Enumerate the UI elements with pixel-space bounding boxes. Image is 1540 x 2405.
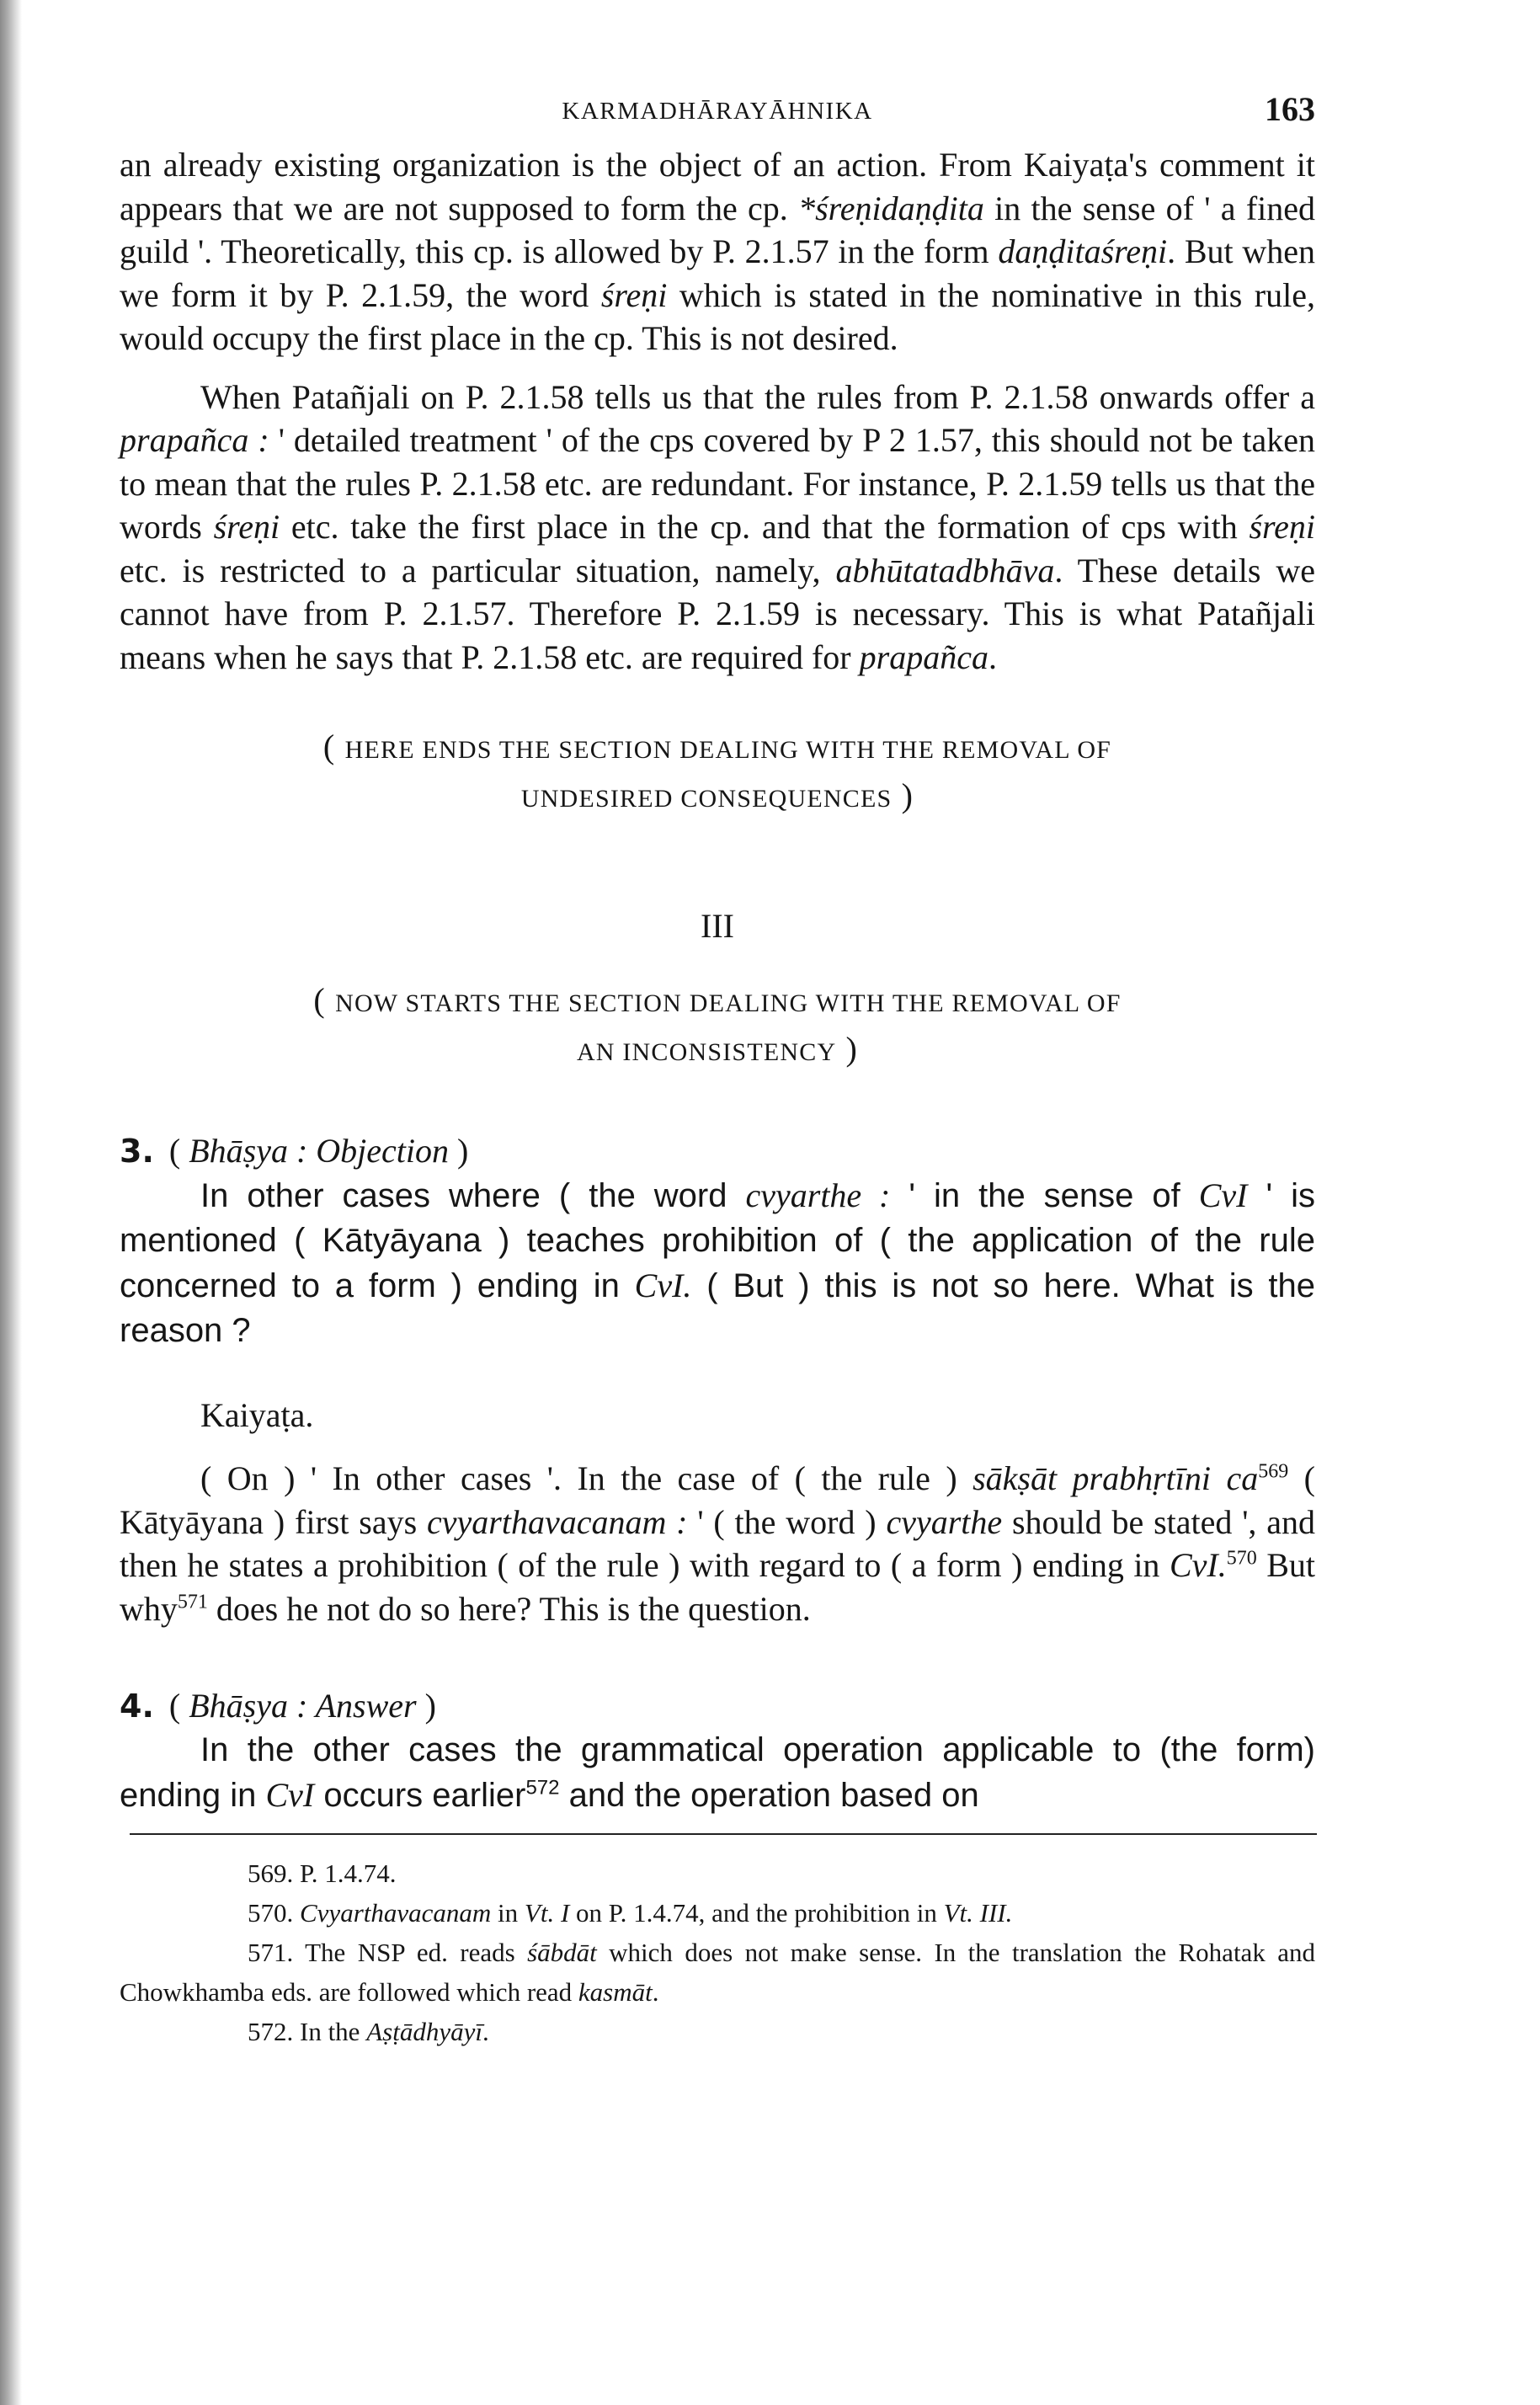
kaiyata-label: Kaiyaṭa. — [200, 1396, 314, 1434]
footnotes — [120, 1853, 1315, 2051]
item-4-heading: 4. ( Bhāṣya : Answer ) — [120, 1687, 436, 1725]
footnote-570: 570. Cvyarthavacanam in Vt. I on P. 1.4.74, and the prohibition in Vt. III. — [248, 1898, 1013, 1928]
page-header — [120, 84, 1315, 143]
item-3-heading: 3. ( Bhāṣya : Objection ) — [120, 1132, 469, 1170]
item-4-bhashya-text: In the other cases the grammatical operation applicable to (the form) ending in CvI occurs earlier$^{572}$ and the operation based on — [120, 1731, 1315, 1814]
item-3-number: 3. — [120, 1133, 154, 1170]
section-end-note: ( HERE ENDS THE SECTION DEALING WITH THE REMOVAL OF UNDESIRED CONSEQUENCES ) — [322, 728, 1112, 814]
footnote-571: 571. The NSP ed. reads śābdāt which does not make sense. In the translation the Rohatak and Chowkhamba eds. are followed which read kasmāt. — [120, 1938, 1315, 2007]
footnote-569: 569. P. 1.4.74. — [248, 1858, 397, 1888]
running-head: KARMADHĀRAYĀHNIKA — [562, 98, 873, 125]
book-page — [120, 84, 1315, 2051]
page-number: 163 — [1265, 90, 1315, 128]
patanjali-paragraph: When Patañjali on P. 2.1.58 tells us that the rules from P. 2.1.58 onwards offer a prapañca : ' detailed treatment ' of the cps covered by P 2 1.57, this should not be taken to mean that the rules P. 2.1.58 etc. are redundant. For instance, P. 2.1.59 tells us that the words śreṇi etc. take the first place in the cp. and that the formation of cps with śreṇi etc. is restricted to a particular situation, namely, abhūtatadbhāva. These details we cannot have from P. 2.1.57. Therefore P. 2.1.59 is necessary. This is what Patañjali means when he says that P. 2.1.58 etc. are required for prapañca. — [120, 377, 1315, 676]
footnote-572: 572. In the Aṣṭādhyāyī. — [248, 2017, 489, 2046]
item-3-bhashya-text: In other cases where ( the word cvyarthe : ' in the sense of CvI ' is mentioned ( Kātyāyana ) teaches prohibition of ( the application of the rule concerned to a form ) ending in CvI. ( But ) this is not so here. What is the reason ? — [120, 1176, 1316, 1349]
footnote-rule — [130, 1833, 1317, 1835]
item-4-number: 4. — [120, 1688, 154, 1725]
section-start-note: ( NOW STARTS THE SECTION DEALING WITH THE REMOVAL OF AN INCONSISTENCY ) — [313, 981, 1122, 1068]
continuation-paragraph: an already existing organization is the object of an action. From Kaiyaṭa's comment it appears that we are not supposed to form the cp. *śreṇidaṇḍita in the sense of ' a fined guild '. Theoretically, this cp. is allowed by P. 2.1.57 in the form daṇḍitaśreṇi. But when we form it by P. 2.1.59, the word śreṇi which is stated in the nominative in this rule, would occupy the first place in the cp. This is not desired. — [120, 146, 1316, 357]
section-number: III — [701, 907, 734, 945]
scan-edge-shadow — [0, 0, 22, 2405]
kaiyata-commentary: ( On ) ' In other cases '. In the case of ( the rule ) sākṣāt prabhṛtīni $ca^{569}$ ( Kātyāyana ) first says cvyarthavacanam : ' ( the word ) cvyarthe should be stated ', and then he states a prohibition ( of the rule ) with regard to ( a form ) ending in CvI.$^{570}$ But why$^{571}$ does he not do so here? This is the question. — [120, 1459, 1316, 1628]
